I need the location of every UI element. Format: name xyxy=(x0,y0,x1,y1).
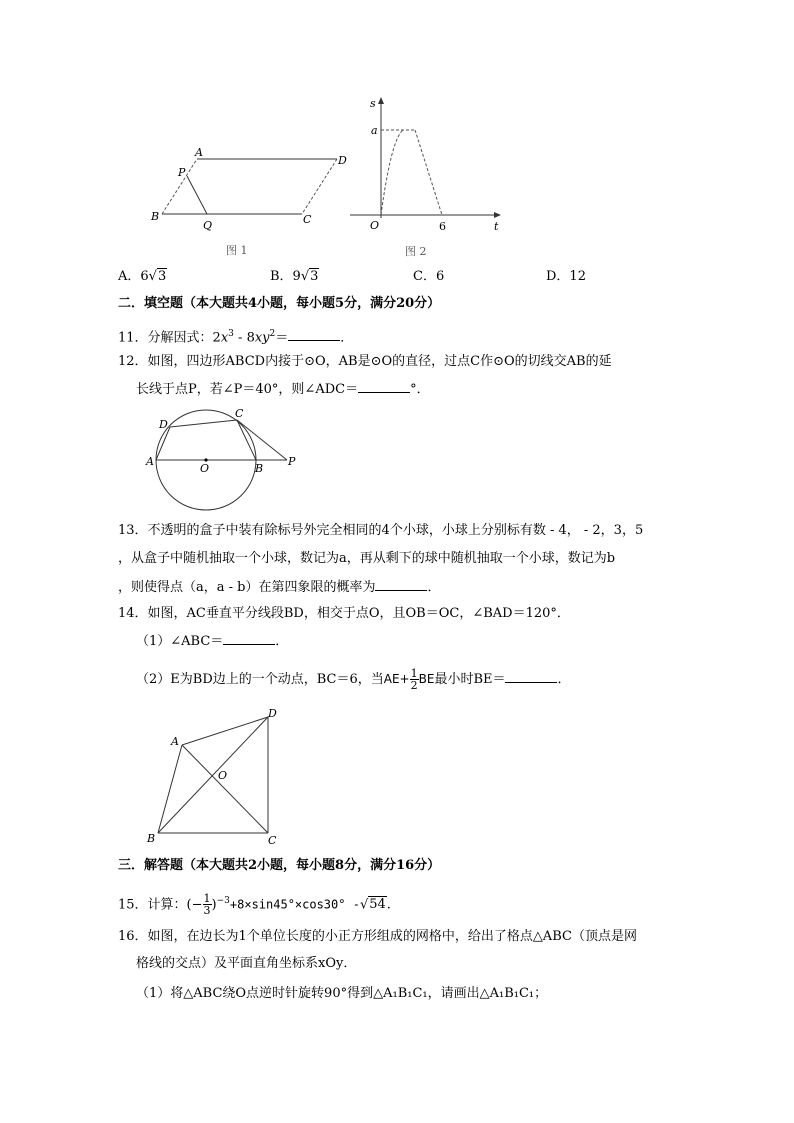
fig2-label-t: t xyxy=(494,220,499,233)
fig1-label-c: C xyxy=(303,213,312,226)
question-13-line-2: ，从盒子中随机抽取一个小球，数记为a，再从剩下的球中随机抽取一个小球，数记为b xyxy=(118,551,616,566)
fig1-label-p: P xyxy=(178,166,186,179)
fig2-label-a: a xyxy=(371,124,378,137)
fig1-label-q: Q xyxy=(203,219,213,232)
question-16-line-1: 16．如图，在边长为1个单位长度的小正方形组成的网格中，给出了格点△ABC（顶点是网 xyxy=(118,929,637,944)
circle-tangent-cp xyxy=(237,420,287,460)
circle-chord-dc xyxy=(170,420,237,427)
quad-label-o: O xyxy=(218,769,228,782)
q10-option-d: D．12 xyxy=(546,269,586,284)
question-15: 15．计算：(− $\frac{1}{3}$ )$^{-3}$+8×sin45°×cos30° -√54. xyxy=(118,892,391,918)
circle-label-c: C xyxy=(235,407,244,420)
figure-2-graph xyxy=(345,95,510,260)
figure-1-parallelogram xyxy=(140,142,360,260)
figure-circle xyxy=(142,405,307,515)
circle-label-p: P xyxy=(288,455,296,468)
fig2-curve-fall xyxy=(415,130,442,215)
question-14-line-1: 14．如图，AC垂直平分线段BD，相交于点O，且OB＝OC，∠BAD＝120°． xyxy=(118,606,570,621)
quad-label-b: B xyxy=(147,832,156,845)
quad-label-a: A xyxy=(171,735,179,748)
q14-part1-answer-blank[interactable] xyxy=(223,632,275,645)
fig1-label-a: A xyxy=(195,146,203,159)
q12-answer-blank[interactable] xyxy=(358,380,410,393)
question-12-line-2: 长线于点P，若∠P＝40°，则∠ADC＝ °． xyxy=(136,382,430,397)
fig1-label-d: D xyxy=(338,154,347,167)
question-13-line-3: ，则使得点（a，a - b）在第四象限的概率为 ． xyxy=(118,580,441,595)
section-3-title: 三．解答题（本大题共2小题，每小题8分，满分16分） xyxy=(118,858,441,873)
circle-chord-ad xyxy=(156,427,170,460)
q13-answer-blank[interactable] xyxy=(375,578,427,591)
question-16-line-2: 格线的交点）及平面直角坐标系xOy． xyxy=(136,956,357,971)
quad-diagonal-ac xyxy=(182,745,268,833)
question-13-line-1: 13．不透明的盒子中装有除标号外完全相同的4个小球，小球上分别标有数 - 4， - 2，3，5 xyxy=(118,523,644,538)
quad-label-c: C xyxy=(268,834,277,847)
fig2-label-6: 6 xyxy=(439,220,446,233)
section-2-title: 二．填空题（本大题共4小题，每小题5分，满分20分） xyxy=(118,296,441,311)
circle-label-o: O xyxy=(200,462,210,475)
figure-quadrilateral xyxy=(140,705,290,850)
q10-option-a: A．6√3 xyxy=(118,269,167,284)
q11-answer-blank[interactable] xyxy=(288,328,340,341)
q14-fraction-half: $\frac{1}{2}$ xyxy=(410,667,418,692)
q10-option-c: C．6 xyxy=(413,269,445,284)
question-16-part-1: （1）将△ABC绕O点逆时针旋转90°得到△A₁B₁C₁，请画出△A₁B₁C₁； xyxy=(136,986,548,1001)
question-14-part-2: （2）E为BD边上的一个动点，BC＝6，当AE+ $\frac{1}{2}$ BE最小时BE＝ ． xyxy=(136,667,571,692)
fig2-label-o: O xyxy=(370,219,380,232)
circle-label-d: D xyxy=(159,418,168,431)
fig2-y-arrow xyxy=(378,97,384,104)
fig1-label-b: B xyxy=(151,210,160,223)
fig2-curve-rise xyxy=(381,130,403,215)
question-11: 11．分解因式：$2x^3 - 8xy^2=$ ． xyxy=(118,329,354,346)
circle-label-a: A xyxy=(146,455,154,468)
fig1-segment-pq xyxy=(187,176,207,214)
q10-option-b: B．9√3 xyxy=(270,269,319,284)
q14-part2-answer-blank[interactable] xyxy=(505,670,557,683)
fig1-caption: 图 1 xyxy=(226,244,248,257)
question-14-part-1: （1）∠ABC＝ ． xyxy=(136,634,289,649)
quad-label-d: D xyxy=(268,707,277,720)
fig2-caption: 图 2 xyxy=(405,245,427,258)
fig2-label-s: s xyxy=(370,97,376,110)
fig1-side-dc xyxy=(302,159,337,214)
circle-label-b: B xyxy=(255,462,264,475)
q15-fraction-third: $\frac{1}{3}$ xyxy=(203,892,211,918)
question-12-line-1: 12．如图，四边形ABCD内接于⊙O，AB是⊙O的直径，过点C作⊙O的切线交AB的延 xyxy=(118,354,612,369)
circle-chord-cb xyxy=(237,420,256,460)
fig2-x-arrow xyxy=(494,212,501,218)
